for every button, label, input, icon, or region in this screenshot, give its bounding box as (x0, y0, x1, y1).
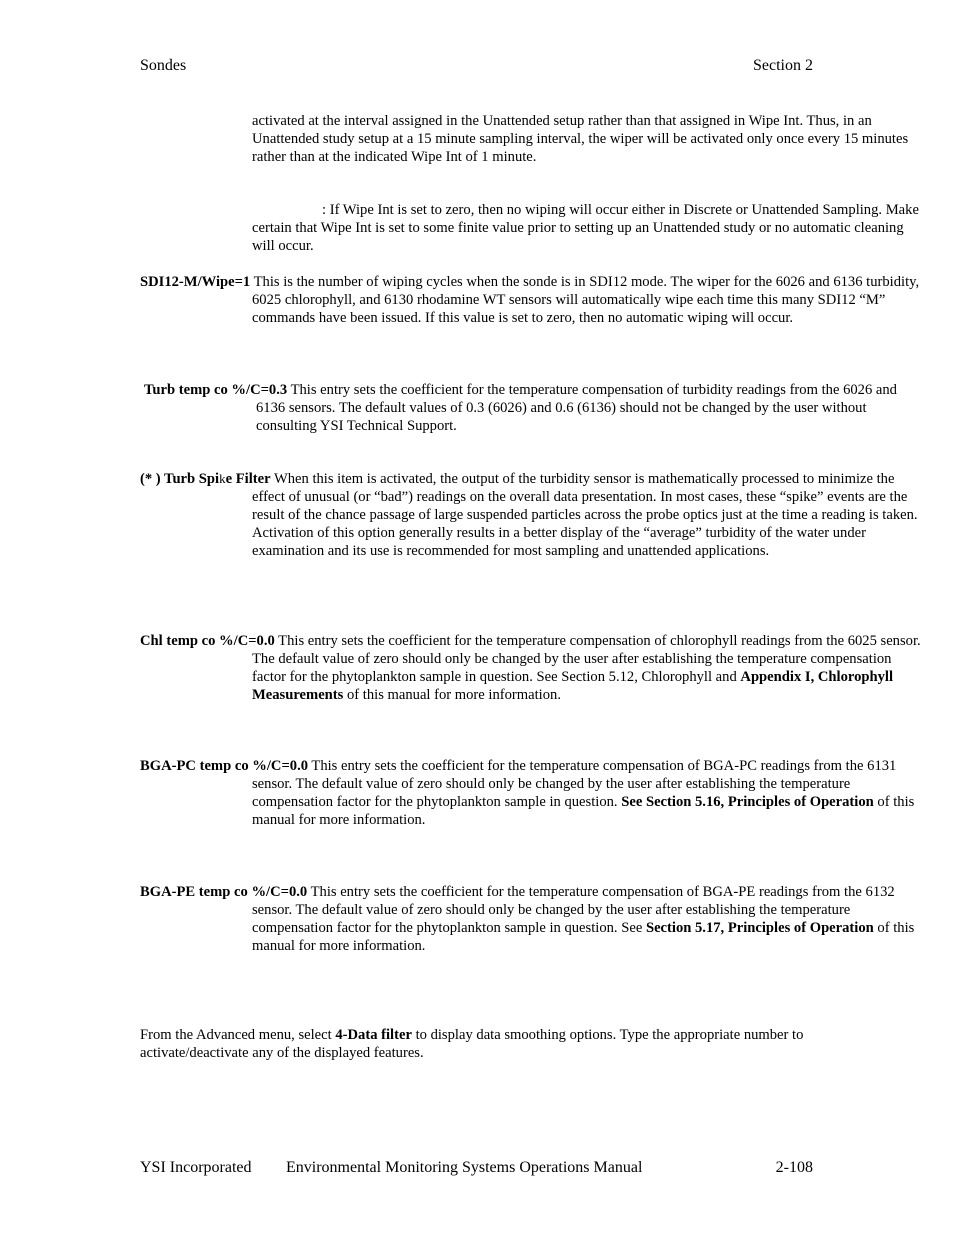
advanced-text2: to display data smoothing options. Type the appropriate number to activate/deactivate any of the displayed features. (140, 1027, 804, 1061)
chl-temp-text1: This entry sets the coefficient for the temperature compensation of chlorophyll readings from the 6025 sensor. The default value of zero should only be changed by the user after establishing the temperature compensation factor for the phytoplankton sample in question. See Section 5.12, Chlorophyll and (252, 633, 921, 685)
turb-spike-entry (140, 470, 924, 560)
bgapc-temp-text1: This entry sets the coefficient for the temperature compensation of BGA-PC readings from the 6131 sensor. The default value of zero should only be changed by the user after establishing the temperature compensation factor for the phytoplankton sample in question. (252, 758, 897, 810)
footer-page-number: 2-108 (775, 1159, 813, 1176)
turb-spike-text: When this item is activated, the output of the turbidity sensor is mathematically processed to minimize the effect of unusual (or “bad”) readings on the overall data presentation. In most cases, these “spike” events are the result of the chance passage of large suspended particles across the probe optics just at the time a reading is taken. Activation of this option generally results in a better display of the “average” turbidity of the water under examination and its use is recommended for most sampling and unattended applications. (252, 471, 918, 559)
bgapc-temp-text2: of this manual for more information. (252, 794, 915, 828)
sdi12-term: SDI12-M/Wipe=1 (140, 274, 251, 290)
turb-spike-term-a: (* ) Turb Spi (140, 471, 220, 487)
chl-temp-entry (140, 632, 924, 704)
bgapc-section-ref: See Section 5.16, Principles of Operation (621, 794, 874, 810)
bgape-temp-text2: of this manual for more information. (252, 920, 915, 954)
bgape-temp-entry (140, 883, 924, 955)
bgapc-temp-term: BGA-PC temp co %/C=0.0 (140, 758, 309, 774)
note-text: : If Wipe Int is set to zero, then no wiping will occur either in Discrete or Unattended Sampling. Make certain that Wipe Int is set to some finite value prior to setting up an Unattended study or no automatic cleaning will occur. (252, 202, 919, 254)
header-right: Section 2 (753, 57, 813, 74)
chl-appendix-ref: Appendix I, Chlorophyll Measurements (252, 669, 894, 703)
bgape-section-ref: Section 5.17, Principles of Operation (645, 920, 874, 936)
sdi12-entry (140, 273, 924, 327)
turb-temp-term: Turb temp co %/C=0.3 (144, 382, 288, 398)
advanced-menu-paragraph (140, 1026, 812, 1062)
sdi12-text: This is the number of wiping cycles when the sonde is in SDI12 mode. The wiper for the 6026 and 6136 turbidity, 6025 chlorophyll, and 6130 rhodamine WT sensors will automatically wipe each time this many SDI12 “M” commands have been issued. If this value is set to zero, then no automatic wiping will occur. (250, 274, 920, 326)
turb-spike-term-b: e Filter (225, 471, 271, 487)
turb-spike-term-k: k (219, 471, 226, 486)
bgapc-temp-entry (140, 757, 924, 829)
bgape-temp-term: BGA-PE temp co %/C=0.0 (140, 884, 308, 900)
turb-temp-entry (140, 381, 928, 435)
footer-company: YSI Incorporated (140, 1159, 252, 1176)
header-left: Sondes (140, 57, 187, 74)
note-paragraph (140, 201, 924, 255)
footer-manual-title: Environmental Monitoring Systems Operations Manual (286, 1159, 643, 1176)
turb-temp-text: This entry sets the coefficient for the temperature compensation of turbidity readings from the 6026 and 6136 sensors. The default values of 0.3 (6026) and 0.6 (6136) should not be changed by the user without consulting YSI Technical Support. (256, 382, 897, 434)
intro-paragraph: activated at the interval assigned in the Unattended setup rather than that assigned in Wipe Int. Thus, in an Unattended study setup at a 15 minute sampling interval, the wiper will be activated only once every 15 minutes rather than at the indicated Wipe Int of 1 minute. (252, 113, 909, 165)
data-filter-ref: 4-Data filter (335, 1027, 412, 1043)
advanced-text1: From the Advanced menu, select (140, 1027, 336, 1043)
bgape-temp-text1: This entry sets the coefficient for the temperature compensation of BGA-PE readings from the 6132 sensor. The default value of zero should only be changed by the user after establishing the temperature compensation factor for the phytoplankton sample in question. See (252, 884, 895, 936)
chl-temp-text2: of this manual for more information. (343, 687, 561, 703)
chl-temp-term: Chl temp co %/C=0.0 (140, 633, 275, 649)
